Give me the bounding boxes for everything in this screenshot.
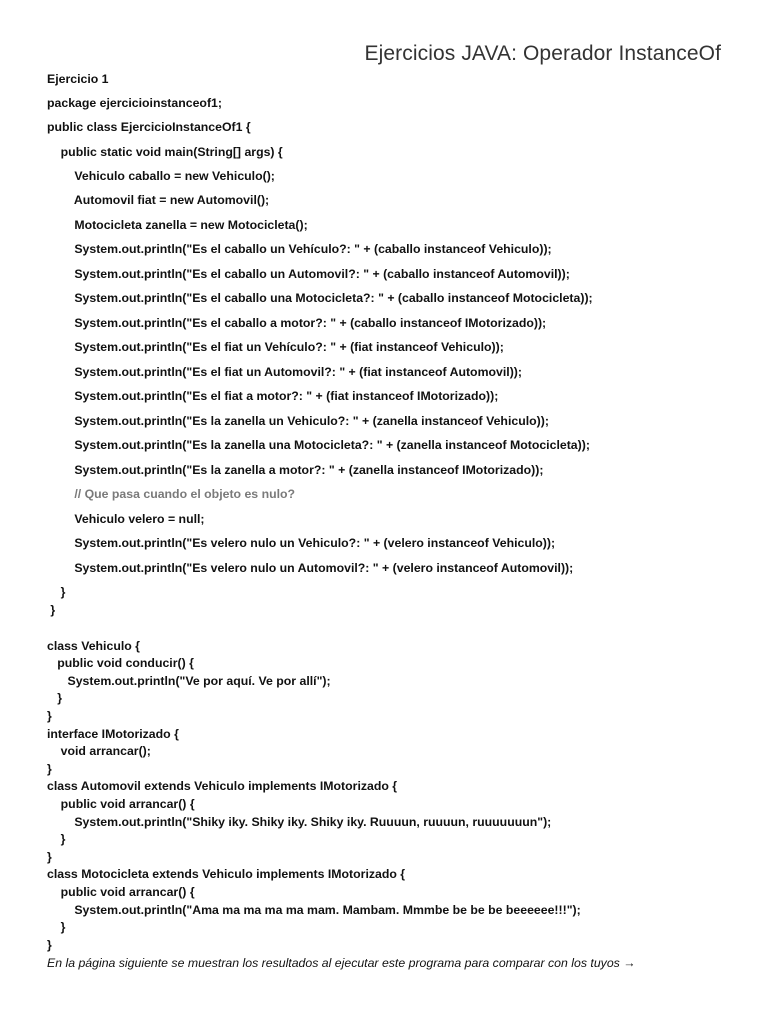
code-line: System.out.println("Es el caballo una Motocicleta?: " + (caballo instanceof Motocicleta));	[47, 291, 593, 305]
code-line: System.out.println("Es el fiat a motor?: " + (fiat instanceof IMotorizado));	[47, 389, 499, 403]
code-line: void arrancar();	[47, 744, 151, 758]
code-line: System.out.println("Ama ma ma ma ma mam. Mambam. Mmmbe be be be beeeeee!!!");	[47, 903, 581, 917]
code-line: Motocicleta zanella = new Motocicleta();	[47, 218, 308, 232]
code-line: System.out.println("Es el fiat un Automovil?: " + (fiat instanceof Automovil));	[47, 365, 522, 379]
code-line: }	[47, 762, 52, 776]
code-line: }	[47, 920, 66, 934]
code-line: }	[47, 709, 52, 723]
footer-note: En la página siguiente se muestran los resultados al ejecutar este programa para comparar con los tuyos →	[47, 956, 636, 970]
code-line: System.out.println("Ve por aquí. Ve por allí");	[47, 674, 331, 688]
code-line: public void conducir() {	[47, 656, 194, 670]
code-line: interface IMotorizado {	[47, 727, 179, 741]
code-line: class Motocicleta extends Vehiculo implements IMotorizado {	[47, 867, 406, 881]
code-line: public static void main(String[] args) {	[47, 145, 283, 159]
code-line: class Vehiculo {	[47, 639, 140, 653]
code-line: }	[47, 691, 63, 705]
code-line: Vehiculo velero = null;	[47, 512, 205, 526]
code-line: package ejercicioinstanceof1;	[47, 96, 222, 110]
code-line: System.out.println("Es velero nulo un Vehiculo?: " + (velero instanceof Vehiculo));	[47, 536, 556, 550]
code-line: Vehiculo caballo = new Vehiculo();	[47, 169, 275, 183]
code-line: System.out.println("Es la zanella un Vehiculo?: " + (zanella instanceof Vehiculo));	[47, 414, 549, 428]
code-line: }	[47, 850, 52, 864]
code-line: public void arrancar() {	[47, 797, 195, 811]
exercise-heading: Ejercicio 1	[47, 72, 109, 86]
code-line: public void arrancar() {	[47, 885, 195, 899]
code-line: System.out.println("Es el fiat un Vehículo?: " + (fiat instanceof Vehiculo));	[47, 340, 504, 354]
code-line: Automovil fiat = new Automovil();	[47, 193, 270, 207]
code-line: System.out.println("Es la zanella a motor?: " + (zanella instanceof IMotorizado));	[47, 463, 544, 477]
code-line: System.out.println("Es el caballo un Automovil?: " + (caballo instanceof Automovil));	[47, 267, 570, 281]
code-comment: // Que pasa cuando el objeto es nulo?	[47, 487, 296, 501]
code-line: System.out.println("Shiky iky. Shiky iky. Shiky iky. Ruuuun, ruuuun, ruuuuuuun");	[47, 815, 552, 829]
code-line: System.out.println("Es el caballo a motor?: " + (caballo instanceof IMotorizado));	[47, 316, 547, 330]
code-line: }	[47, 585, 66, 599]
code-line: public class EjercicioInstanceOf1 {	[47, 120, 251, 134]
page-title: Ejercicios JAVA: Operador InstanceOf	[364, 42, 721, 65]
code-line: System.out.println("Es el caballo un Vehículo?: " + (caballo instanceof Vehiculo));	[47, 242, 552, 256]
code-line: }	[47, 832, 66, 846]
code-line: System.out.println("Es la zanella una Motocicleta?: " + (zanella instanceof Motocicleta));	[47, 438, 590, 452]
code-line: class Automovil extends Vehiculo implements IMotorizado {	[47, 779, 398, 793]
code-line: System.out.println("Es velero nulo un Automovil?: " + (velero instanceof Automovil));	[47, 561, 574, 575]
code-line: }	[47, 603, 56, 617]
code-line: }	[47, 938, 52, 952]
